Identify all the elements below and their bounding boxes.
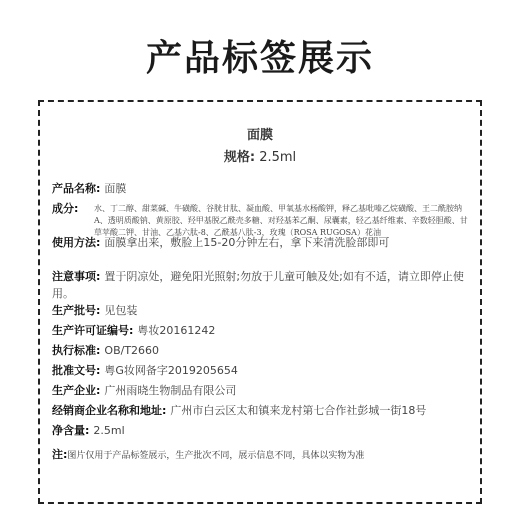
product-name-title: 面膜	[246, 128, 273, 143]
footnote	[52, 446, 472, 462]
batch-label: 生产批号:	[52, 304, 101, 317]
license-value: 粤妆20161242	[137, 324, 216, 337]
approval-label: 批准文号:	[52, 364, 101, 377]
caution-label: 注意事项:	[52, 270, 101, 283]
approval-value: 粤G妆网备字2019205654	[104, 364, 238, 377]
standard-value: OB/T2660	[104, 344, 160, 357]
batch-value: 见包装	[104, 304, 138, 317]
manufacturer-value: 广州雨晓生物制品有限公司	[104, 384, 237, 397]
spec-value: 2.5ml	[259, 150, 297, 165]
row-caution	[52, 268, 472, 302]
product-name-value: 面膜	[104, 182, 127, 195]
row-usage	[52, 234, 472, 251]
row-manufacturer	[52, 382, 472, 399]
note-label: 注:	[52, 448, 68, 461]
row-batch	[52, 302, 472, 319]
note-value: 图片仅用于产品标签展示，生产批次不同，展示信息不同，具体以实物为准	[67, 451, 365, 461]
row-distributor	[52, 402, 472, 419]
page-heading: 产品标签展示	[145, 38, 374, 79]
product-label-box	[38, 100, 482, 504]
spec-label: 规格:	[223, 150, 256, 165]
product-name-label: 产品名称:	[52, 182, 101, 195]
net-content-value: 2.5ml	[93, 424, 125, 437]
row-standard	[52, 342, 472, 359]
net-content-label: 净含量:	[52, 424, 90, 437]
ingredients-value: 水、丁二醇、甜菜碱、牛磺酸、谷胱甘肽、凝血酸、甲氧基水杨酸钾，释乙基吡嗪乙烷磺酸、王二酰胺纳A、透明质酸钠、黄原胶、羟甲基脱乙酰壳多糖、对羟基苯乙酮、尿囊素，轻乙基纤维素、辛数轻胆酸、甘草苹酸二钾、甘油、乙基六肽-8、乙酰基八肽-3，玫瑰（ROSA RUGOSA）花油	[94, 204, 468, 237]
product-spec	[40, 146, 480, 165]
distributor-value: 广州市白云区太和镇来龙村第七合作社彭城一街18号	[170, 404, 427, 417]
caution-value: 置于阴凉处，避免阳光照射;勿放于儿童可触及处;如有不适，请立即停止使用。	[52, 270, 464, 300]
standard-label: 执行标准:	[52, 344, 101, 357]
ingredients-label: 成分:	[52, 202, 79, 215]
license-label: 生产许可证编号:	[52, 324, 134, 337]
distributor-label: 经销商企业名称和地址:	[52, 404, 167, 417]
row-approval	[52, 362, 472, 379]
row-net-content	[52, 422, 472, 439]
usage-label: 使用方法:	[52, 236, 101, 249]
manufacturer-label: 生产企业:	[52, 384, 101, 397]
row-product-name	[52, 180, 472, 197]
row-license	[52, 322, 472, 339]
usage-value: 面膜拿出来，敷脸上15-20分钟左右，拿下来清洗脸部即可	[104, 236, 390, 249]
